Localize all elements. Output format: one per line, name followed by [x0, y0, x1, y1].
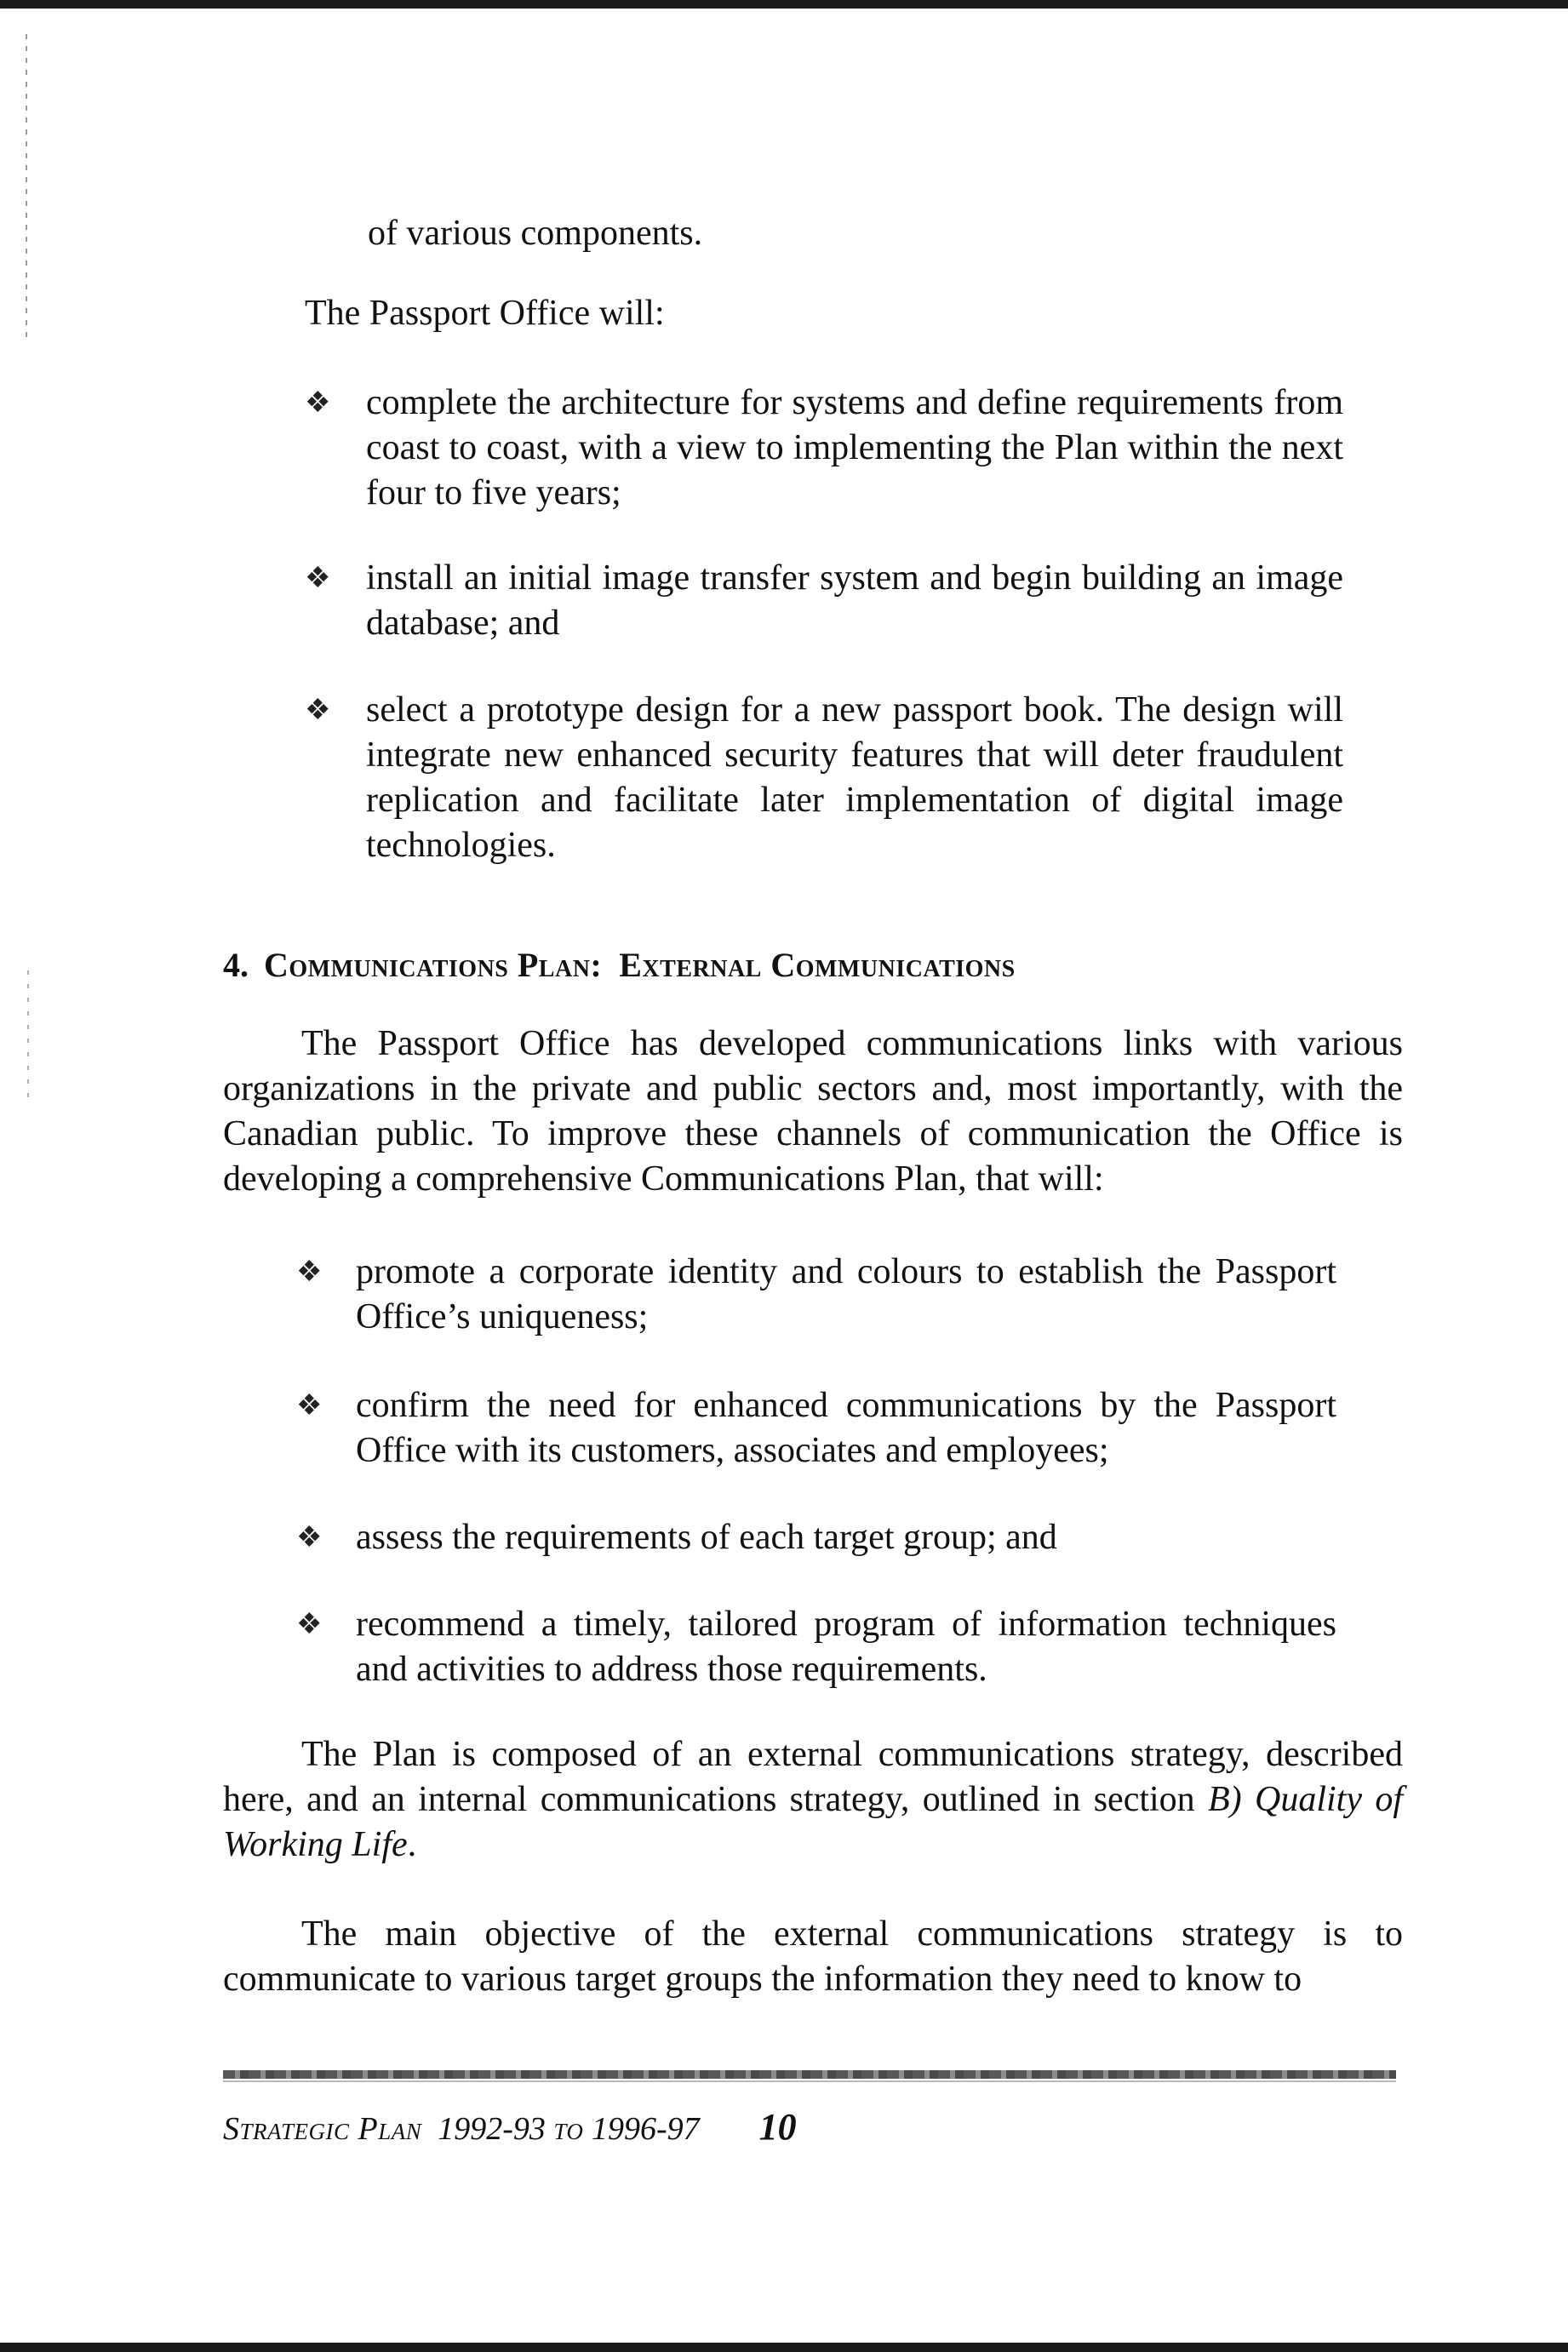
bullet-glyph: ❖	[305, 563, 331, 594]
paragraph-2-text: The Plan is composed of an external communications strategy, described here, and an internal communications strategy, outlined in section	[223, 1735, 1403, 1819]
scan-mark-left	[26, 34, 27, 340]
paragraph-2	[223, 1732, 1403, 1868]
scan-border-bottom	[0, 2343, 1568, 2352]
bullet-1-3: select a prototype design for a new passport book. The design will integrate new enhanced security features that will deter fraudulent replication and facilitate later implementation of digital image technologies.	[366, 690, 1343, 865]
paragraph-1: The Passport Office has developed communications links with various organizations in the private and public sectors and, most importantly, with the Canadian public. To improve these channels of communication the Office is developing a comprehensive Communications Plan, that will:	[223, 1024, 1403, 1199]
footer-rule-thin	[223, 2080, 1396, 2082]
bullet-glyph: ❖	[296, 1390, 323, 1422]
heading-part-1: Communications Plan:	[264, 946, 603, 984]
footer-years-end: 1996-97	[591, 2111, 700, 2147]
bullet-1-2: install an initial image transfer system and begin building an image database; and	[366, 558, 1343, 643]
continuation-line: of various components.	[368, 214, 703, 253]
bullet-1-1: complete the architecture for systems and define requirements from coast to coast, with a view to implementing the Plan within the next four to five years;	[366, 383, 1343, 512]
bullet-glyph: ❖	[296, 1256, 323, 1288]
paragraph-2-end: .	[407, 1825, 417, 1864]
bullet-glyph: ❖	[296, 1609, 323, 1640]
bullet-2-2: confirm the need for enhanced communications by the Passport Office with its customers, associates and employees;	[356, 1386, 1336, 1470]
page-number: 10	[758, 2106, 797, 2148]
section-heading	[223, 941, 1016, 989]
page-footer	[223, 2106, 797, 2150]
footer-years-start: 1992-93	[438, 2111, 546, 2147]
bullet-glyph: ❖	[296, 1522, 323, 1554]
scan-mark-left-lower	[27, 970, 29, 1107]
footer-to: to	[553, 2111, 584, 2147]
bullet-glyph: ❖	[305, 387, 331, 419]
heading-number: 4.	[223, 946, 249, 984]
paragraph-3: The main objective of the external communications strategy is to communicate to various target groups the information they need to know to	[223, 1914, 1403, 1999]
bullet-2-1: promote a corporate identity and colours to establish the Passport Office’s uniqueness;	[356, 1252, 1336, 1336]
heading-part-2: External Communications	[619, 946, 1016, 984]
section-intro: The Passport Office will:	[305, 294, 665, 333]
bullet-glyph: ❖	[305, 695, 331, 726]
bullet-2-3: assess the requirements of each target group; and	[356, 1518, 1057, 1557]
footer-title: Strategic Plan	[223, 2111, 422, 2147]
bullet-2-4: recommend a timely, tailored program of information techniques and activities to address those requirements.	[356, 1605, 1336, 1689]
paragraph-2-section-ref: B) Quality of Working Life	[223, 1780, 1404, 1864]
scan-border-top	[0, 0, 1568, 9]
footer-rule	[223, 2070, 1396, 2079]
